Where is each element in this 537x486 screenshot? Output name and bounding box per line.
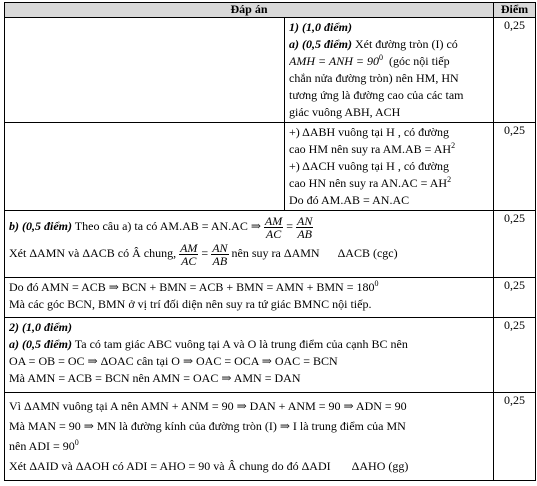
text-line: +) ΔACH vuông tại H , có đường — [289, 159, 449, 173]
text-line: Do đó AMN = ACB ⇒ BCN + BMN = ACB + BMN = AMN + BMN = $180^0$ — [9, 279, 379, 294]
score-cell: 0,25 — [494, 393, 536, 481]
sub-heading: b) (0,5 điểm) — [9, 219, 72, 233]
score-cell: 0,25 — [494, 278, 536, 318]
empty-cell — [5, 18, 285, 123]
text-line: b) (0,5 điểm) Theo câu a) ta có AM.AB = AN.AC ⇒ $\frac{AM}{AC}$ = $\frac{AN}{AB}$ — [9, 213, 313, 240]
text-line: Do đó AM.AB = AN.AC — [289, 193, 410, 207]
text-line — [9, 336, 489, 353]
text-span: cao HN nên suy ra AN.AC = AH — [289, 176, 448, 190]
text-line: Vì ΔAMN vuông tại A nên AMN + ANM = 90 ⇒ DAN + ANM = 90 ⇒ ADN = 90 — [9, 399, 407, 413]
text-span: Xét ΔAID và ΔAOH có ADI = AHO = 90 và Â chung do đó ΔADI — [9, 459, 331, 473]
answer-cell — [285, 18, 494, 123]
text-span: Do đó AMN = ACB ⇒ BCN + BMN = ACB + BMN = AMN + BMN = 180 — [9, 280, 375, 294]
answer-cell — [5, 393, 494, 481]
text-line: tương ứng là đường cao của các tam — [289, 88, 464, 102]
text-span: ΔAHO (gg) — [351, 459, 409, 473]
text-line — [289, 36, 489, 53]
text-span: ΔACB (cgc) — [337, 245, 398, 260]
table-header-row — [5, 3, 536, 18]
table-row — [5, 18, 536, 123]
fraction — [179, 242, 198, 267]
text-span: Xét ΔAMN và ΔACB có Â chung, — [9, 245, 177, 260]
text-line: +) ΔABH vuông tại H , có đường — [289, 125, 449, 139]
answer-cell — [5, 211, 494, 278]
text-line: nên ADI = $90^0$ — [9, 438, 79, 453]
text-line: cao HN nên suy ra $AN.AC = AH^2$ — [289, 175, 452, 190]
text-line: Mà MAN = 90 ⇒ MN là đường kính của đường tròn (I) ⇒ I là trung điểm của MN — [9, 419, 406, 433]
table-row — [5, 318, 536, 393]
numerator: AM — [180, 240, 198, 255]
text-span: nên ADI = 90 — [9, 439, 75, 453]
sub-heading: a) (0,5 điểm) — [9, 337, 72, 351]
numerator: AN — [212, 240, 228, 255]
fraction — [264, 215, 283, 240]
part-heading: 1) (1,0 điểm) — [289, 20, 352, 34]
text-line: OA = OB = OC ⇒ ΔOAC cân tại O ⇒ OAC = OCA ⇒ OAC = BCN — [9, 354, 338, 368]
text-line — [9, 456, 489, 476]
text-span: Theo câu a) ta có AM.AB = AN.AC ⇒ — [74, 219, 261, 233]
text-line: cao HM nên suy ra $AM.AB = AH^2$ — [289, 141, 456, 156]
text-line: Mà các góc BCN, BMN ở vị trí đối diện nên suy ra tứ giác BMNC nội tiếp. — [9, 297, 372, 311]
denominator: AC — [265, 226, 282, 240]
fraction — [296, 215, 313, 240]
text-line: giác vuông ABH, ACH — [289, 105, 401, 119]
answer-cell — [5, 318, 494, 393]
table-row — [5, 393, 536, 481]
text-line: Xét ΔAMN và ΔACB có Â chung, $\frac{AM}{AC}$ = $\frac{AN}{AB}$ nên suy ra ΔAMN ΔACB (cgc) — [9, 240, 398, 267]
answer-table — [4, 2, 536, 481]
header-score: Điểm — [494, 3, 536, 18]
text-line: AMH = ANH = $90^0$ (góc nội tiếp — [289, 53, 450, 68]
denominator: AB — [212, 253, 228, 267]
header-answer: Đáp án — [5, 3, 494, 18]
part-heading: 2) (1,0 điểm) — [9, 320, 72, 334]
numerator: AM — [264, 213, 283, 228]
denominator: AC — [181, 253, 197, 267]
answer-cell — [5, 278, 494, 318]
fraction — [211, 242, 228, 267]
score-cell: 0,25 — [494, 318, 536, 393]
table-row — [5, 123, 536, 211]
text-span: Xét đường tròn (I) có — [354, 37, 458, 51]
score-cell: 0,25 — [494, 18, 536, 123]
text-span: (góc nội tiếp — [388, 54, 450, 68]
text-span: cao HM nên suy ra AM.AB = AH — [289, 142, 452, 156]
math-span: AMH = ANH = 90 — [289, 54, 379, 68]
table-row — [5, 211, 536, 278]
sub-heading: a) (0,5 điểm) — [289, 37, 352, 51]
score-cell: 0,25 — [494, 211, 536, 278]
numerator: AN — [297, 213, 313, 228]
text-line: Mà AMN = ACB = BCN nên AMN = OAC ⇒ AMN = DAN — [9, 371, 301, 385]
table-row — [5, 278, 536, 318]
text-span: nên suy ra ΔAMN — [231, 245, 320, 260]
answer-cell — [285, 123, 494, 211]
empty-cell — [5, 123, 285, 211]
text-span: Ta có tam giác ABC vuông tại A và O là trung điểm của cạnh BC nên — [74, 337, 408, 351]
denominator: AB — [297, 226, 313, 240]
score-cell: 0,25 — [494, 123, 536, 211]
text-line: chắn nửa đường tròn) nên HM, HN — [289, 71, 459, 85]
